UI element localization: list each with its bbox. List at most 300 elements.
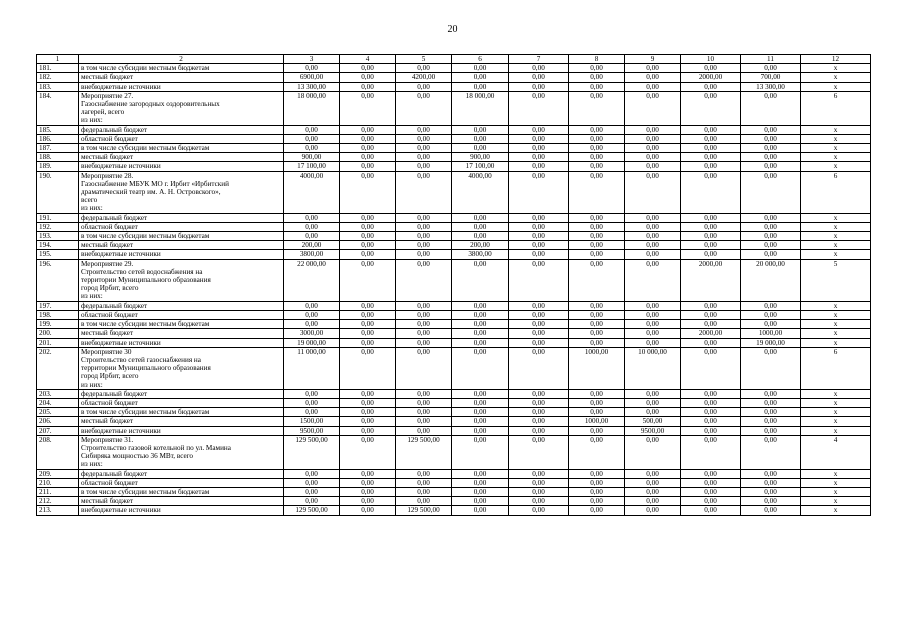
cell-value: 0,00 [452,417,509,426]
cell-value: 0,00 [625,487,681,496]
cell-value: 0,00 [569,497,625,506]
cell-value: 0,00 [396,162,452,171]
cell-value: 0,00 [681,91,741,125]
row-number: 196. [37,259,79,301]
cell-value: 0,00 [284,213,340,222]
table-row [37,417,871,426]
cell-value: 0,00 [340,435,396,469]
cell-value: 0,00 [396,347,452,389]
description-line: местный бюджет [81,417,134,426]
row-description [79,134,284,143]
cell-value: 0,00 [681,222,741,231]
cell-value: 0,00 [625,153,681,162]
cell-value: x [801,301,871,310]
row-number: 201. [37,338,79,347]
cell-value: 0,00 [625,73,681,82]
row-description [79,171,284,213]
table-row [37,153,871,162]
description-line: в том числе субсидии местным бюджетам [81,487,210,496]
cell-value: x [801,426,871,435]
description-line: местный бюджет [81,73,134,82]
cell-value: 0,00 [509,73,569,82]
cell-value: 0,00 [681,64,741,73]
cell-value: 0,00 [509,338,569,347]
cell-value: 200,00 [452,241,509,250]
description-line: Строительство газовой котельной по ул. Мамина [81,443,231,452]
description-line: Мероприятие 29. [81,259,134,268]
row-number: 210. [37,478,79,487]
description-line: всего [81,196,98,205]
cell-value: x [801,250,871,259]
table-row [37,426,871,435]
cell-value: 0,00 [569,310,625,319]
cell-value: 0,00 [340,125,396,134]
cell-value: 0,00 [284,320,340,329]
cell-value: 0,00 [452,329,509,338]
cell-value: 0,00 [569,408,625,417]
column-header: 12 [801,55,871,64]
cell-value: x [801,213,871,222]
cell-value: 0,00 [396,417,452,426]
column-header: 6 [452,55,509,64]
row-description [79,64,284,73]
cell-value: 0,00 [340,398,396,407]
description-line: местный бюджет [81,153,134,162]
cell-value: 0,00 [625,497,681,506]
header-row [37,55,871,64]
cell-value: 1000,00 [569,347,625,389]
row-description [79,469,284,478]
cell-value: 0,00 [569,222,625,231]
cell-value: 0,00 [509,497,569,506]
description-line: внебюджетные источники [81,338,161,347]
cell-value: 0,00 [284,487,340,496]
description-line: областной бюджет [81,310,138,319]
cell-value: 0,00 [569,153,625,162]
cell-value: 0,00 [569,171,625,213]
description-line: областной бюджет [81,222,138,231]
cell-value: 9500,00 [284,426,340,435]
cell-value: 0,00 [396,408,452,417]
cell-value: 0,00 [625,144,681,153]
cell-value: 0,00 [625,506,681,515]
cell-value: 0,00 [340,259,396,301]
table-row [37,213,871,222]
cell-value: 0,00 [509,329,569,338]
page-number: 20 [447,24,458,35]
cell-value: 0,00 [340,301,396,310]
cell-value: 0,00 [741,487,801,496]
cell-value: 0,00 [452,478,509,487]
cell-value: 0,00 [509,426,569,435]
cell-value: 0,00 [625,478,681,487]
cell-value: x [801,73,871,82]
cell-value: 2000,00 [681,329,741,338]
cell-value: 0,00 [681,144,741,153]
description-line: федеральный бюджет [81,301,148,310]
cell-value: 6 [801,171,871,213]
cell-value: 0,00 [340,338,396,347]
cell-value: 0,00 [741,435,801,469]
row-description [79,162,284,171]
table-row [37,301,871,310]
table-row [37,338,871,347]
cell-value: 13 300,00 [741,82,801,91]
row-description [79,398,284,407]
cell-value: 0,00 [681,250,741,259]
cell-value: 0,00 [340,213,396,222]
cell-value: 0,00 [396,497,452,506]
cell-value: 0,00 [396,320,452,329]
cell-value: 0,00 [284,478,340,487]
description-line: внебюджетные источники [81,506,161,515]
cell-value: 0,00 [741,171,801,213]
description-line: драматический театр им. А. Н. Островского», [81,188,221,197]
cell-value: 0,00 [340,310,396,319]
cell-value: 0,00 [681,232,741,241]
cell-value: 0,00 [284,310,340,319]
cell-value: 0,00 [741,478,801,487]
cell-value: x [801,320,871,329]
cell-value: 0,00 [625,250,681,259]
cell-value: 0,00 [340,487,396,496]
cell-value: 0,00 [569,506,625,515]
cell-value: 0,00 [509,232,569,241]
description-line: внебюджетные источники [81,82,161,91]
row-number: 194. [37,241,79,250]
cell-value: 0,00 [284,389,340,398]
description-line: Строительство сетей газоснабжения на [81,355,201,364]
cell-value: 0,00 [340,250,396,259]
column-header: 9 [625,55,681,64]
cell-value: 0,00 [625,435,681,469]
cell-value: 0,00 [452,82,509,91]
cell-value: 0,00 [681,153,741,162]
table-row [37,171,871,213]
cell-value: 0,00 [340,73,396,82]
cell-value: 129 500,00 [396,435,452,469]
cell-value: 0,00 [284,398,340,407]
cell-value: x [801,82,871,91]
description-line: город Ирбит, всего [81,372,139,381]
row-number: 198. [37,310,79,319]
cell-value: x [801,64,871,73]
cell-value: 0,00 [452,469,509,478]
table-body [37,55,871,516]
cell-value: x [801,125,871,134]
cell-value: 0,00 [569,91,625,125]
cell-value: 500,00 [625,417,681,426]
cell-value: 11 000,00 [284,347,340,389]
cell-value: 0,00 [741,64,801,73]
table-row [37,162,871,171]
cell-value: 0,00 [509,310,569,319]
row-description [79,320,284,329]
table-row [37,91,871,125]
description-line: местный бюджет [81,329,134,338]
cell-value: 0,00 [452,259,509,301]
cell-value: 13 300,00 [284,82,340,91]
cell-value: x [801,162,871,171]
cell-value: 0,00 [509,222,569,231]
cell-value: 0,00 [569,487,625,496]
cell-value: 0,00 [569,250,625,259]
cell-value: 0,00 [396,487,452,496]
row-description [79,241,284,250]
cell-value: 0,00 [625,241,681,250]
table-row [37,389,871,398]
cell-value: 0,00 [396,153,452,162]
table-row [37,125,871,134]
row-description [79,426,284,435]
description-line: местный бюджет [81,497,134,506]
cell-value: x [801,241,871,250]
cell-value: 0,00 [569,301,625,310]
cell-value: 0,00 [741,389,801,398]
row-description [79,329,284,338]
cell-value: 0,00 [625,320,681,329]
cell-value: 0,00 [681,478,741,487]
cell-value: 0,00 [452,144,509,153]
cell-value: 4 [801,435,871,469]
cell-value: 0,00 [340,497,396,506]
cell-value: 0,00 [741,153,801,162]
cell-value: 0,00 [625,408,681,417]
cell-value: 0,00 [741,469,801,478]
description-line: федеральный бюджет [81,125,148,134]
cell-value: 0,00 [340,64,396,73]
cell-value: 0,00 [681,338,741,347]
cell-value: 0,00 [741,310,801,319]
cell-value: 0,00 [452,320,509,329]
cell-value: 0,00 [396,259,452,301]
description-line: из них: [81,204,103,213]
cell-value: 0,00 [340,144,396,153]
cell-value: 0,00 [569,162,625,171]
cell-value: 0,00 [284,497,340,506]
cell-value: 0,00 [681,506,741,515]
description-line: территории Муниципального образования [81,364,211,373]
description-line: местный бюджет [81,241,134,250]
table-row [37,408,871,417]
cell-value: 0,00 [569,134,625,143]
row-number: 209. [37,469,79,478]
row-number: 211. [37,487,79,496]
cell-value: 0,00 [625,222,681,231]
cell-value: 0,00 [741,144,801,153]
row-number: 187. [37,144,79,153]
row-number: 213. [37,506,79,515]
row-number: 183. [37,82,79,91]
table-row [37,222,871,231]
cell-value: 0,00 [509,171,569,213]
cell-value: 0,00 [396,338,452,347]
cell-value: 6 [801,91,871,125]
cell-value: 0,00 [625,232,681,241]
cell-value: 0,00 [452,389,509,398]
cell-value: 22 000,00 [284,259,340,301]
description-line: Газоснабжение загородных оздоровительных [81,100,220,109]
row-description [79,213,284,222]
row-number: 181. [37,64,79,73]
cell-value: 0,00 [681,487,741,496]
cell-value: 0,00 [509,125,569,134]
column-header: 8 [569,55,625,64]
cell-value: 0,00 [396,301,452,310]
cell-value: 0,00 [396,64,452,73]
cell-value: 0,00 [741,417,801,426]
description-line: из них: [81,116,103,125]
cell-value: 0,00 [569,125,625,134]
row-number: 186. [37,134,79,143]
cell-value: 6900,00 [284,73,340,82]
description-line: Мероприятие 27. [81,91,134,100]
cell-value: 0,00 [452,73,509,82]
cell-value: 0,00 [681,134,741,143]
cell-value: 0,00 [625,82,681,91]
cell-value: x [801,232,871,241]
cell-value: 0,00 [625,171,681,213]
row-description [79,125,284,134]
cell-value: 0,00 [681,398,741,407]
description-line: Мероприятие 28. [81,171,134,180]
cell-value: 0,00 [509,417,569,426]
table-row [37,64,871,73]
cell-value: 0,00 [396,426,452,435]
cell-value: 0,00 [396,250,452,259]
cell-value: 0,00 [509,435,569,469]
cell-value: 0,00 [569,398,625,407]
cell-value: 0,00 [452,497,509,506]
description-line: внебюджетные источники [81,426,161,435]
cell-value: 0,00 [741,250,801,259]
cell-value: 0,00 [509,320,569,329]
cell-value: 0,00 [681,171,741,213]
row-number: 191. [37,213,79,222]
cell-value: 0,00 [625,134,681,143]
cell-value: 0,00 [396,478,452,487]
cell-value: 0,00 [509,82,569,91]
row-number: 197. [37,301,79,310]
cell-value: 0,00 [741,426,801,435]
cell-value: 0,00 [681,241,741,250]
description-line: в том числе субсидии местным бюджетам [81,232,210,241]
row-number: 189. [37,162,79,171]
cell-value: 0,00 [452,347,509,389]
table-row [37,469,871,478]
description-line: территории Муниципального образования [81,276,211,285]
description-line: в том числе субсидии местным бюджетам [81,408,210,417]
description-line: из них: [81,380,103,389]
cell-value: 0,00 [741,497,801,506]
cell-value: 0,00 [340,241,396,250]
cell-value: 0,00 [681,320,741,329]
row-number: 199. [37,320,79,329]
cell-value: 1000,00 [741,329,801,338]
cell-value: 0,00 [569,389,625,398]
column-header: 11 [741,55,801,64]
cell-value: 0,00 [741,162,801,171]
row-number: 190. [37,171,79,213]
cell-value: 0,00 [569,320,625,329]
description-line: внебюджетные источники [81,250,161,259]
cell-value: 0,00 [396,213,452,222]
cell-value: 0,00 [625,162,681,171]
row-description [79,338,284,347]
description-line: областной бюджет [81,134,138,143]
cell-value: 18 000,00 [452,91,509,125]
cell-value: 0,00 [625,338,681,347]
cell-value: 0,00 [625,398,681,407]
cell-value: 0,00 [741,91,801,125]
cell-value: 3800,00 [452,250,509,259]
description-line: город Ирбит, всего [81,284,139,293]
description-line: в том числе субсидии местным бюджетам [81,64,210,73]
cell-value: 0,00 [625,310,681,319]
cell-value: 0,00 [509,506,569,515]
cell-value: 0,00 [452,398,509,407]
description-line: Строительство сетей водоснабжения на [81,267,203,276]
description-line: Мероприятие 31. [81,435,134,444]
cell-value: 0,00 [396,329,452,338]
cell-value: 19 000,00 [284,338,340,347]
cell-value: 0,00 [681,435,741,469]
description-line: федеральный бюджет [81,469,148,478]
cell-value: 0,00 [396,310,452,319]
cell-value: 0,00 [340,408,396,417]
cell-value: 0,00 [509,469,569,478]
cell-value: 0,00 [681,82,741,91]
row-number: 195. [37,250,79,259]
cell-value: x [801,478,871,487]
cell-value: 0,00 [741,125,801,134]
cell-value: 0,00 [625,469,681,478]
column-header: 10 [681,55,741,64]
cell-value: 0,00 [452,134,509,143]
description-line: из них: [81,292,103,301]
cell-value: 0,00 [569,435,625,469]
row-number: 185. [37,125,79,134]
cell-value: 0,00 [396,469,452,478]
row-description [79,310,284,319]
cell-value: 0,00 [625,91,681,125]
cell-value: 0,00 [284,469,340,478]
description-line: из них: [81,460,103,469]
cell-value: 0,00 [340,478,396,487]
column-header: 3 [284,55,340,64]
cell-value: 0,00 [396,241,452,250]
cell-value: 4200,00 [396,73,452,82]
cell-value: 0,00 [509,389,569,398]
table-row [37,310,871,319]
cell-value: 0,00 [569,144,625,153]
row-number: 188. [37,153,79,162]
cell-value: 0,00 [625,125,681,134]
cell-value: 4000,00 [452,171,509,213]
row-number: 207. [37,426,79,435]
cell-value: 1500,00 [284,417,340,426]
cell-value: 0,00 [396,134,452,143]
cell-value: 0,00 [569,338,625,347]
cell-value: 0,00 [509,301,569,310]
cell-value: 0,00 [340,417,396,426]
cell-value: 0,00 [741,134,801,143]
table-row [37,144,871,153]
cell-value: 0,00 [284,125,340,134]
row-description [79,91,284,125]
cell-value: x [801,329,871,338]
cell-value: 0,00 [452,222,509,231]
